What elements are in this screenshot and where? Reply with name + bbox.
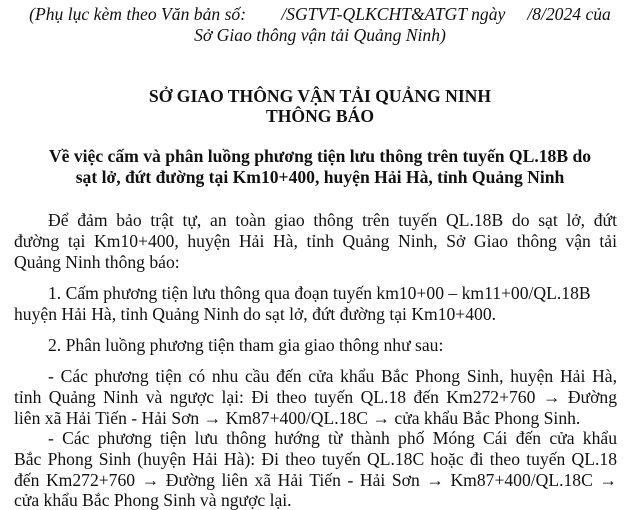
item-1-line-2: huyện Hải Hà, tỉnh Quảng Ninh do sạt lở, đứt đường tại Km10+400. — [14, 304, 497, 324]
agency-name: SỞ GIAO THÔNG VẬN TẢI QUẢNG NINH — [148, 86, 492, 106]
route-2-line-3: đến Km272+760 → Đường liên xã Hải Tiến - Hải Sơn → Km87+400/QL.18C → — [14, 470, 617, 490]
item-2-heading-text: 2. Phân luồng phương tiện tham gia giao thông như sau: — [48, 335, 444, 355]
subject-line-1: Về việc cấm và phân luồng phương tiện lưu thông trên tuyến QL.18B do — [48, 146, 592, 166]
appendix-note-line-1: (Phụ lục kèm theo Văn bản số: /SGTVT-QLKCHT&ATGT ngày /8/2024 của — [29, 4, 611, 24]
appendix-note-line-2: Sở Giao thông vận tải Quảng Ninh) — [194, 25, 446, 45]
route-1-line-1: - Các phương tiện có nhu cầu đến cửa khẩu Bắc Phong Sinh, huyện Hải Hà, — [48, 366, 617, 386]
document-type-title: THÔNG BÁO — [265, 106, 375, 126]
intro-line-2: đường tại Km10+400, huyện Hải Hà, tỉnh Quảng Ninh, Sở Giao thông vận tải — [14, 231, 617, 251]
route-2-line-1: - Các phương tiện lưu thông hướng từ thành phố Móng Cái đến cửa khẩu — [48, 428, 617, 448]
subject-line-2: sạt lở, đứt đường tại Km10+400, huyện Hải Hà, tỉnh Quảng Ninh — [75, 167, 565, 187]
route-2-line-4: cửa khẩu Bắc Phong Sinh và ngược lại. — [14, 490, 292, 510]
item-1-line-1: 1. Cấm phương tiện lưu thông qua đoạn tuyến km10+00 – km11+00/QL.18B — [48, 283, 591, 303]
route-1-line-3: liên xã Hải Tiến - Hải Sơn → Km87+400/QL.18C → cửa khẩu Bắc Phong Sinh. — [14, 408, 581, 428]
intro-line-3: Quảng Ninh thông báo: — [14, 252, 180, 272]
route-2-line-2: Bắc Phong Sinh (huyện Hải Hà): Đi theo tuyến QL.18C hoặc đi theo tuyến QL.18 — [14, 449, 617, 469]
intro-line-1: Để đảm bảo trật tự, an toàn giao thông trên tuyến QL.18B do sạt lở, đứt — [48, 210, 617, 230]
route-1-line-2: tỉnh Quảng Ninh và ngược lại: Đi theo tuyến QL.18 đến Km272+760 → Đường — [14, 387, 617, 407]
